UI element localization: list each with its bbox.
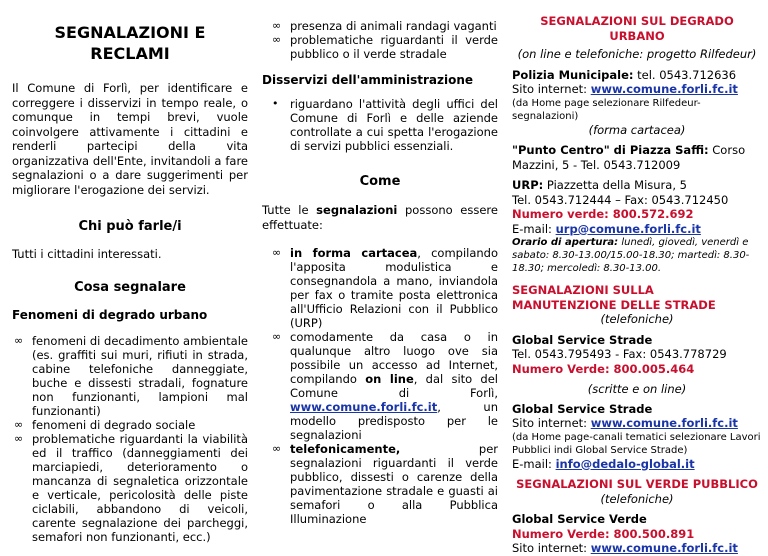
urp-address: URP: Piazzetta della Misura, 5 <box>512 178 687 192</box>
list-item: ∞ comodamente da casa o in qualunque altro luogo ove sia possibile un accesso ad Internet, compilando on line, dal sito del Comune di Forlì, www.comune.forli.fc.it, un modello predisposto per le segnalazioni <box>272 330 499 442</box>
cartacea-label: (forma cartacea) <box>588 122 686 137</box>
gss-phone: Tel. 0543.795493 - Fax: 0543.778729 <box>512 347 727 361</box>
gss-toll-free: Numero Verde: 800.005.464 <box>512 361 695 376</box>
email-link[interactable]: urp@comune.forli.fc.it <box>555 221 701 236</box>
urp-toll-free: Numero verde: 800.572.692 <box>512 207 694 221</box>
list-item: ∞ fenomeni di decadimento ambientale (es. graffiti sui muri, rifiuti in strada, cabine telefoniche danneggiate, buche e dissesti stradali, fognature non funzionanti, lampioni mal funzionanti) <box>14 333 248 418</box>
column-middle <box>262 0 498 526</box>
infinity-icon: ∞ <box>272 19 282 32</box>
urp-email: E-mail: urp@comune.forli.fc.it <box>512 221 701 236</box>
what-heading: Cosa segnalare <box>74 279 186 295</box>
list-item: ∞ presenza di animali randagi vaganti <box>272 19 497 33</box>
column-left <box>12 0 248 544</box>
infinity-icon: ∞ <box>14 431 24 445</box>
list-item: ∞ problematiche riguardanti il verde pubblico o il verde stradale <box>272 33 498 61</box>
gss-site: Sito internet: www.comune.forli.fc.it <box>512 416 738 430</box>
infinity-icon: ∞ <box>14 417 24 431</box>
degrado-list-cont <box>270 19 498 61</box>
scritte-label: (scritte e on line) <box>587 382 687 396</box>
list-item: ∞ in forma cartacea, compilando l'apposita modulistica e consegnandola a mano, inviandola per fax o tramite posta elettronica all'Ufficio Relazioni con il Pubblico (URP) <box>272 246 499 330</box>
opening-hours: Orario di apertura: lunedì, giovedì, venerdì e sabato: 8.30-13.00/15.00-18.30; martedì: 8.30-18.30; mercoledì: 8.30-13.00. <box>512 237 750 274</box>
disservizi-heading: Disservizi dell'amministrazione <box>262 73 474 87</box>
who-heading: Chi può farle/i <box>78 219 182 234</box>
degrado-heading: Fenomeni di degrado urbano <box>12 307 208 322</box>
column-right <box>512 0 762 556</box>
come-list <box>270 246 498 526</box>
punto-centro: "Punto Centro" di Piazza Saffi: Corso Mazzini, 5 - Tel. 0543.712009 <box>512 143 746 172</box>
gsv-name: Global Service Verde <box>512 512 647 526</box>
pm-contact: Polizia Municipale: tel. 0543.712636 <box>512 67 737 82</box>
pm-site: Sito internet: www.comune.forli.fc.it <box>512 82 738 96</box>
site-link[interactable]: www.comune.forli.fc.it <box>290 400 438 414</box>
list-item: • riguardano l'attività degli uffici del Comune di Forlì e delle aziende controllate a cui spetta l'erogazione di servizi pubblici essenziali. <box>272 97 498 153</box>
pm-note: (da Home page selezionare Rilfedeur-segnalazioni) <box>512 97 701 122</box>
degrado-section-heading: SEGNALAZIONI SUL DEGRADO URBANO <box>540 14 734 43</box>
infinity-icon: ∞ <box>272 330 282 343</box>
verde-heading: SEGNALAZIONI SUL VERDE PUBBLICO <box>516 477 758 491</box>
dot-icon: • <box>272 97 279 110</box>
degrado-subtitle: (on line e telefoniche: progetto Rilfedeur) <box>517 47 757 61</box>
gss-email: E-mail: info@dedalo-global.it <box>512 456 695 471</box>
come-heading: Come <box>359 174 401 189</box>
disservizi-list <box>270 97 498 153</box>
come-text: Tutte le segnalazioni possono essere effettuate: <box>262 203 498 232</box>
degrado-list <box>12 334 248 544</box>
site-link[interactable]: www.comune.forli.fc.it <box>590 416 738 430</box>
telefoniche-label: (telefoniche) <box>600 312 674 326</box>
site-link[interactable]: www.comune.forli.fc.it <box>590 541 738 555</box>
infinity-icon: ∞ <box>272 442 282 455</box>
list-item: ∞ telefonicamente, per segnalazioni riguardanti il verde pubblico, dissesti o carenze della pavimentazione stradale e guasti ai semafori o alla Pubblica Illuminazione <box>272 442 498 526</box>
site-link[interactable]: www.comune.forli.fc.it <box>590 82 738 96</box>
urp-phone: Tel. 0543.712444 – Fax: 0543.712450 <box>512 192 729 207</box>
intro-text: Il Comune di Forlì, per identificare e correggere i disservizi in tempo reale, o comunque in tempi brevi, vuole coinvolgere attivamente i cittadini e renderli partecipi della vita organizzativa dell'Ente, invitandoli a fare segnalazioni o a dare suggerimenti per migliorare l'erogazione dei servizi. <box>12 81 248 197</box>
page-title: SEGNALAZIONI E RECLAMI <box>54 23 206 63</box>
infinity-icon: ∞ <box>272 246 282 259</box>
telefoniche-label: (telefoniche) <box>600 491 674 506</box>
who-text: Tutti i cittadini interessati. <box>12 247 162 261</box>
infinity-icon: ∞ <box>272 33 282 46</box>
manutenzione-heading: SEGNALAZIONI SULLA MANUTENZIONE DELLE STRADE <box>512 283 716 312</box>
gss-note: (da Home page-canali tematici selezionare Lavori Pubblici indi Global Service Strade) <box>512 431 761 456</box>
gsv-toll-free: Numero Verde: 800.500.891 <box>512 526 695 541</box>
email-link[interactable]: info@dedalo-global.it <box>555 456 695 471</box>
list-item: ∞ fenomeni di degrado sociale <box>14 417 196 432</box>
list-item: ∞ problematiche riguardanti la viabilità ed il traffico (danneggiamenti dei marciapiedi, deterioramento o mancanza di segnaletica orizzontale e verticale, pericolosità delle piste ciclabili, abbandono di veicoli, carente segnalazione dei parcheggi, semafori non funzionanti, ecc.) <box>14 431 248 544</box>
gss-name: Global Service Strade <box>512 332 653 347</box>
gss2-name: Global Service Strade <box>512 401 653 416</box>
gsv-site: Sito internet: www.comune.forli.fc.it <box>512 541 738 555</box>
infinity-icon: ∞ <box>14 333 24 347</box>
